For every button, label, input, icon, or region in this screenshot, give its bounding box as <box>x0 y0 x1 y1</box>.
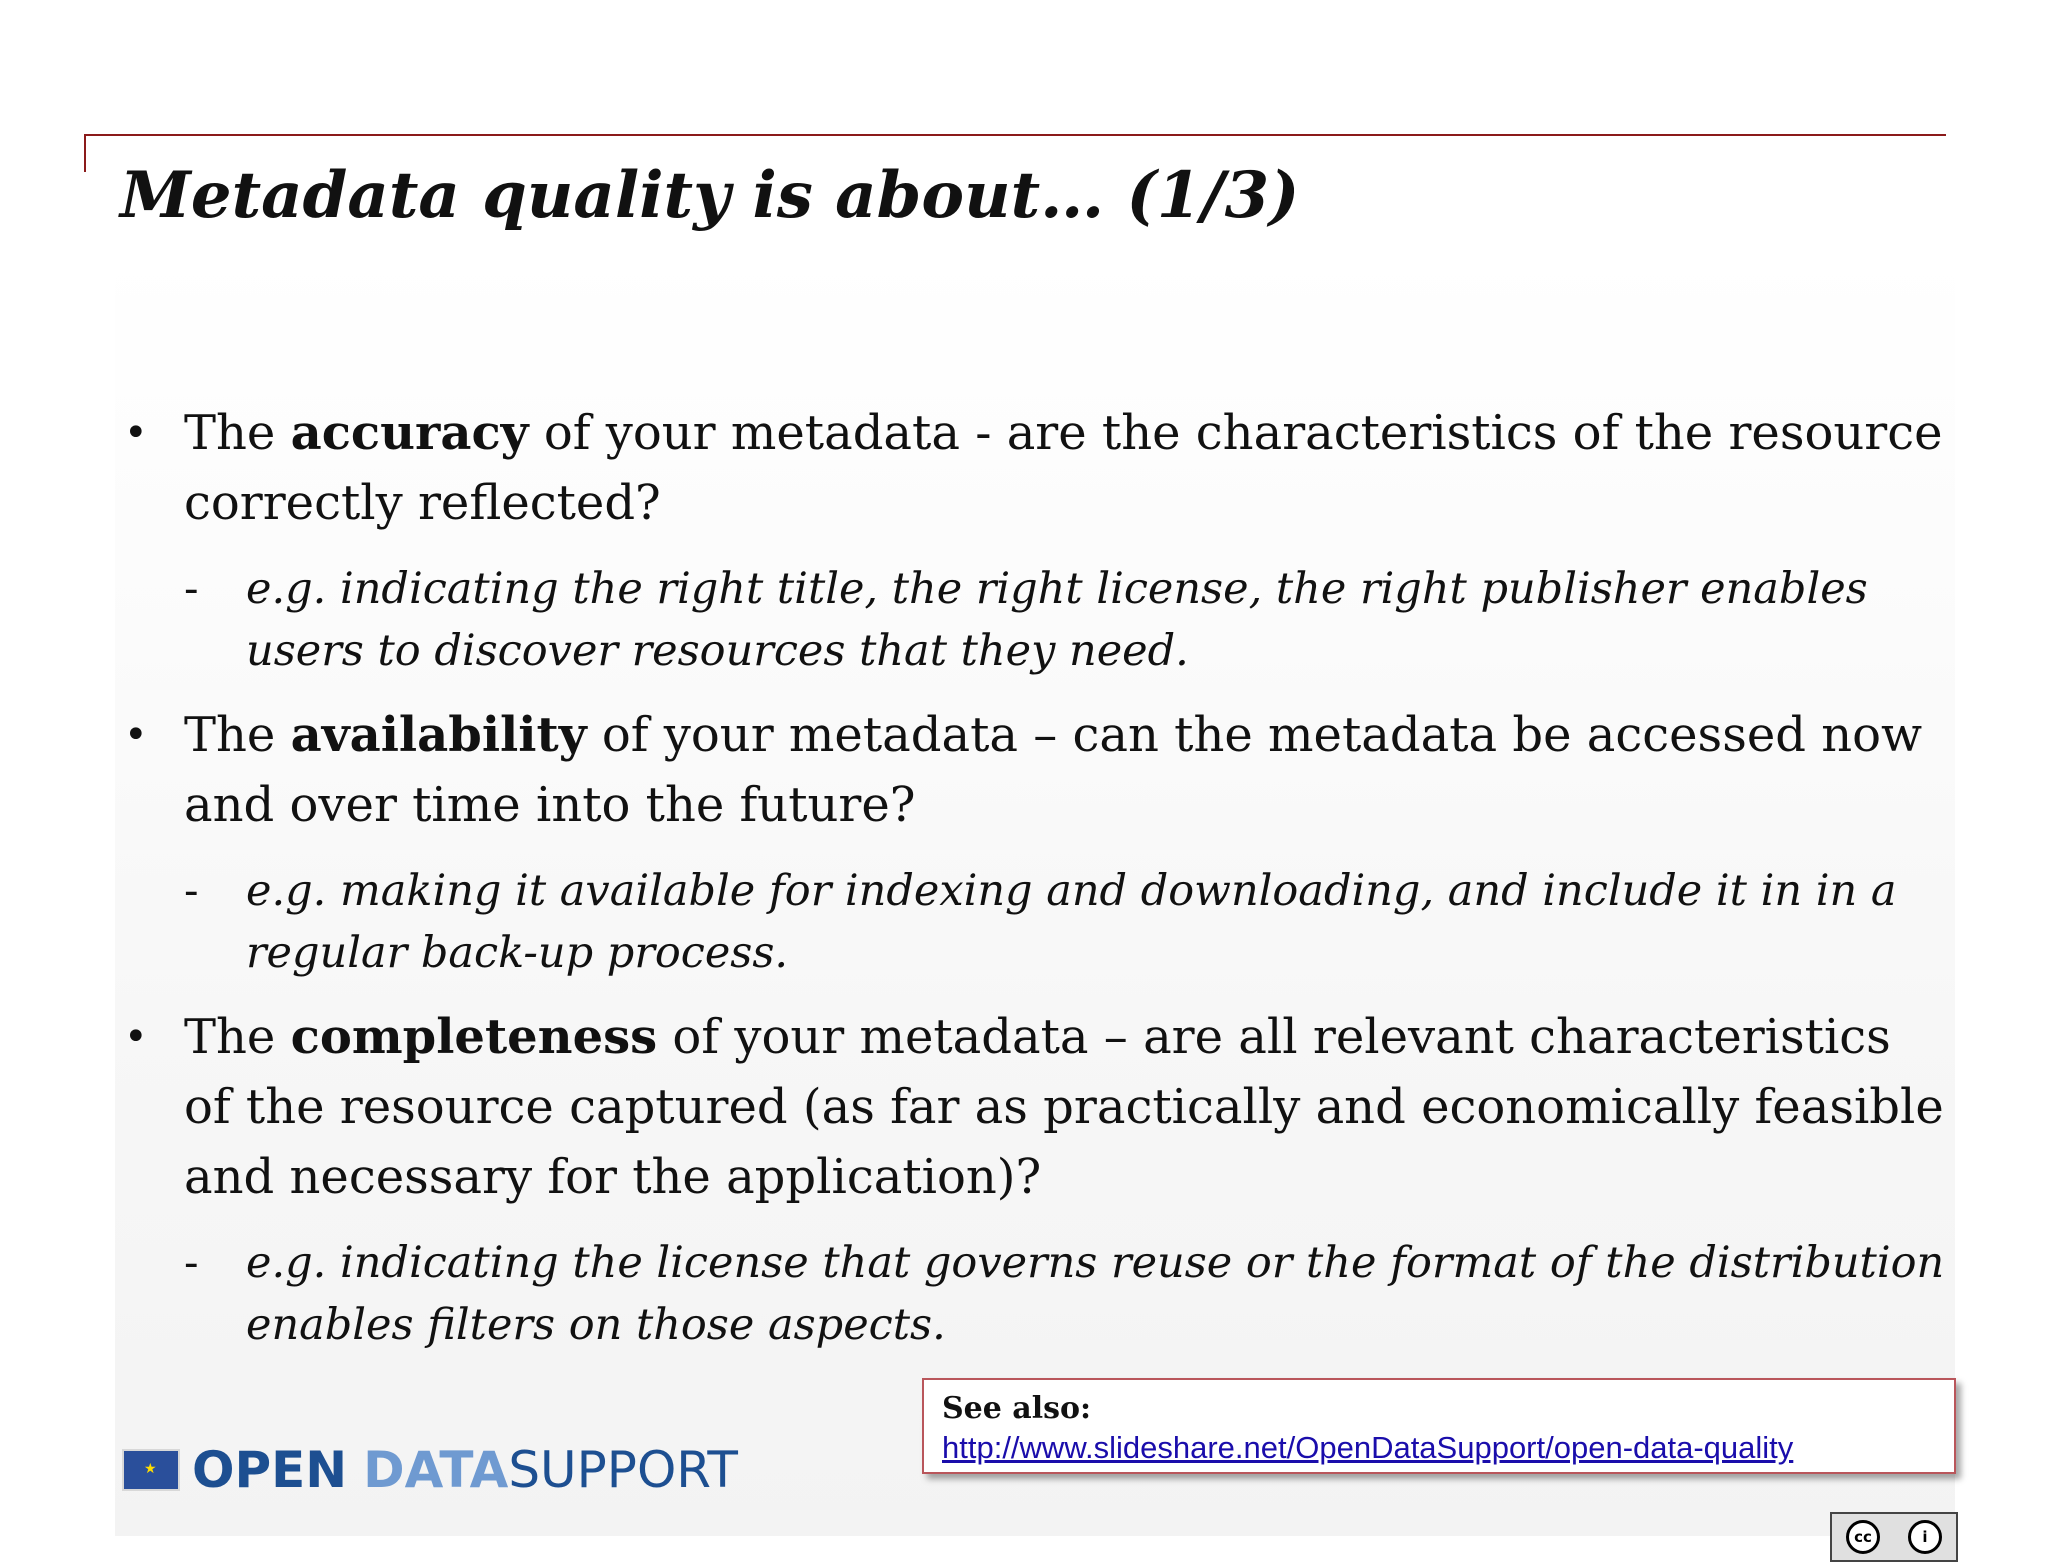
bullet-symbol: • <box>124 712 148 758</box>
bullet-text: of your metadata – can the metadata be accessed now and over time into the future? <box>184 707 1923 833</box>
bullet-accuracy <box>118 398 1948 538</box>
slide-title: Metadata quality is about… (1/3) <box>120 158 1300 233</box>
sub-bullet-accuracy-example <box>118 558 1948 682</box>
logo-support-text: SUPPORT <box>508 1441 738 1499</box>
sub-bullet-text: e.g. indicating the right title, the right license, the right publisher enables users to discover resources that they need. <box>246 564 1868 676</box>
logo-wordmark <box>192 1441 738 1499</box>
bullet-symbol: • <box>124 1014 148 1060</box>
slide-content <box>118 398 1948 1374</box>
see-also-box <box>922 1378 1956 1474</box>
creative-commons-badge <box>1830 1512 1958 1562</box>
bullet-keyword: availability <box>290 707 587 763</box>
sub-bullet-text: e.g. making it available for indexing and downloading, and include it in in a regular back-up process. <box>246 866 1897 978</box>
bullet-prefix: The <box>184 1009 291 1065</box>
sub-bullet-dash: - <box>184 1238 199 1288</box>
bullet-completeness <box>118 1002 1948 1212</box>
bullet-text: of your metadata – are all relevant characteristics of the resource captured (as far as practically and economically feasible and necessary for the application)? <box>184 1009 1944 1205</box>
logo-open-text: OPEN <box>192 1441 348 1499</box>
sub-bullet-availability-example <box>118 860 1948 984</box>
sub-bullet-completeness-example <box>118 1232 1948 1356</box>
cc-icon: cc <box>1846 1520 1880 1554</box>
sub-bullet-dash: - <box>184 564 199 614</box>
bullet-symbol: • <box>124 410 148 456</box>
see-also-link[interactable]: http://www.slideshare.net/OpenDataSupport/open-data-quality <box>942 1430 1794 1465</box>
sub-bullet-text: e.g. indicating the license that governs reuse or the format of the distribution enables filters on those aspects. <box>246 1238 1945 1350</box>
logo-data-text: DATA <box>363 1441 509 1499</box>
see-also-label: See also: <box>942 1391 1092 1426</box>
open-data-support-logo <box>122 1442 738 1498</box>
title-rule-corner <box>84 134 86 172</box>
bullet-text: of your metadata - are the characteristics of the resource correctly reflected? <box>184 405 1943 531</box>
bullet-prefix: The <box>184 405 291 461</box>
attribution-icon: i <box>1908 1520 1942 1554</box>
bullet-availability <box>118 700 1948 840</box>
eu-flag-icon <box>122 1449 180 1491</box>
bullet-keyword: accuracy <box>290 405 529 461</box>
title-rule <box>84 134 1946 136</box>
bullet-keyword: completeness <box>290 1009 658 1065</box>
sub-bullet-dash: - <box>184 866 199 916</box>
bullet-prefix: The <box>184 707 291 763</box>
